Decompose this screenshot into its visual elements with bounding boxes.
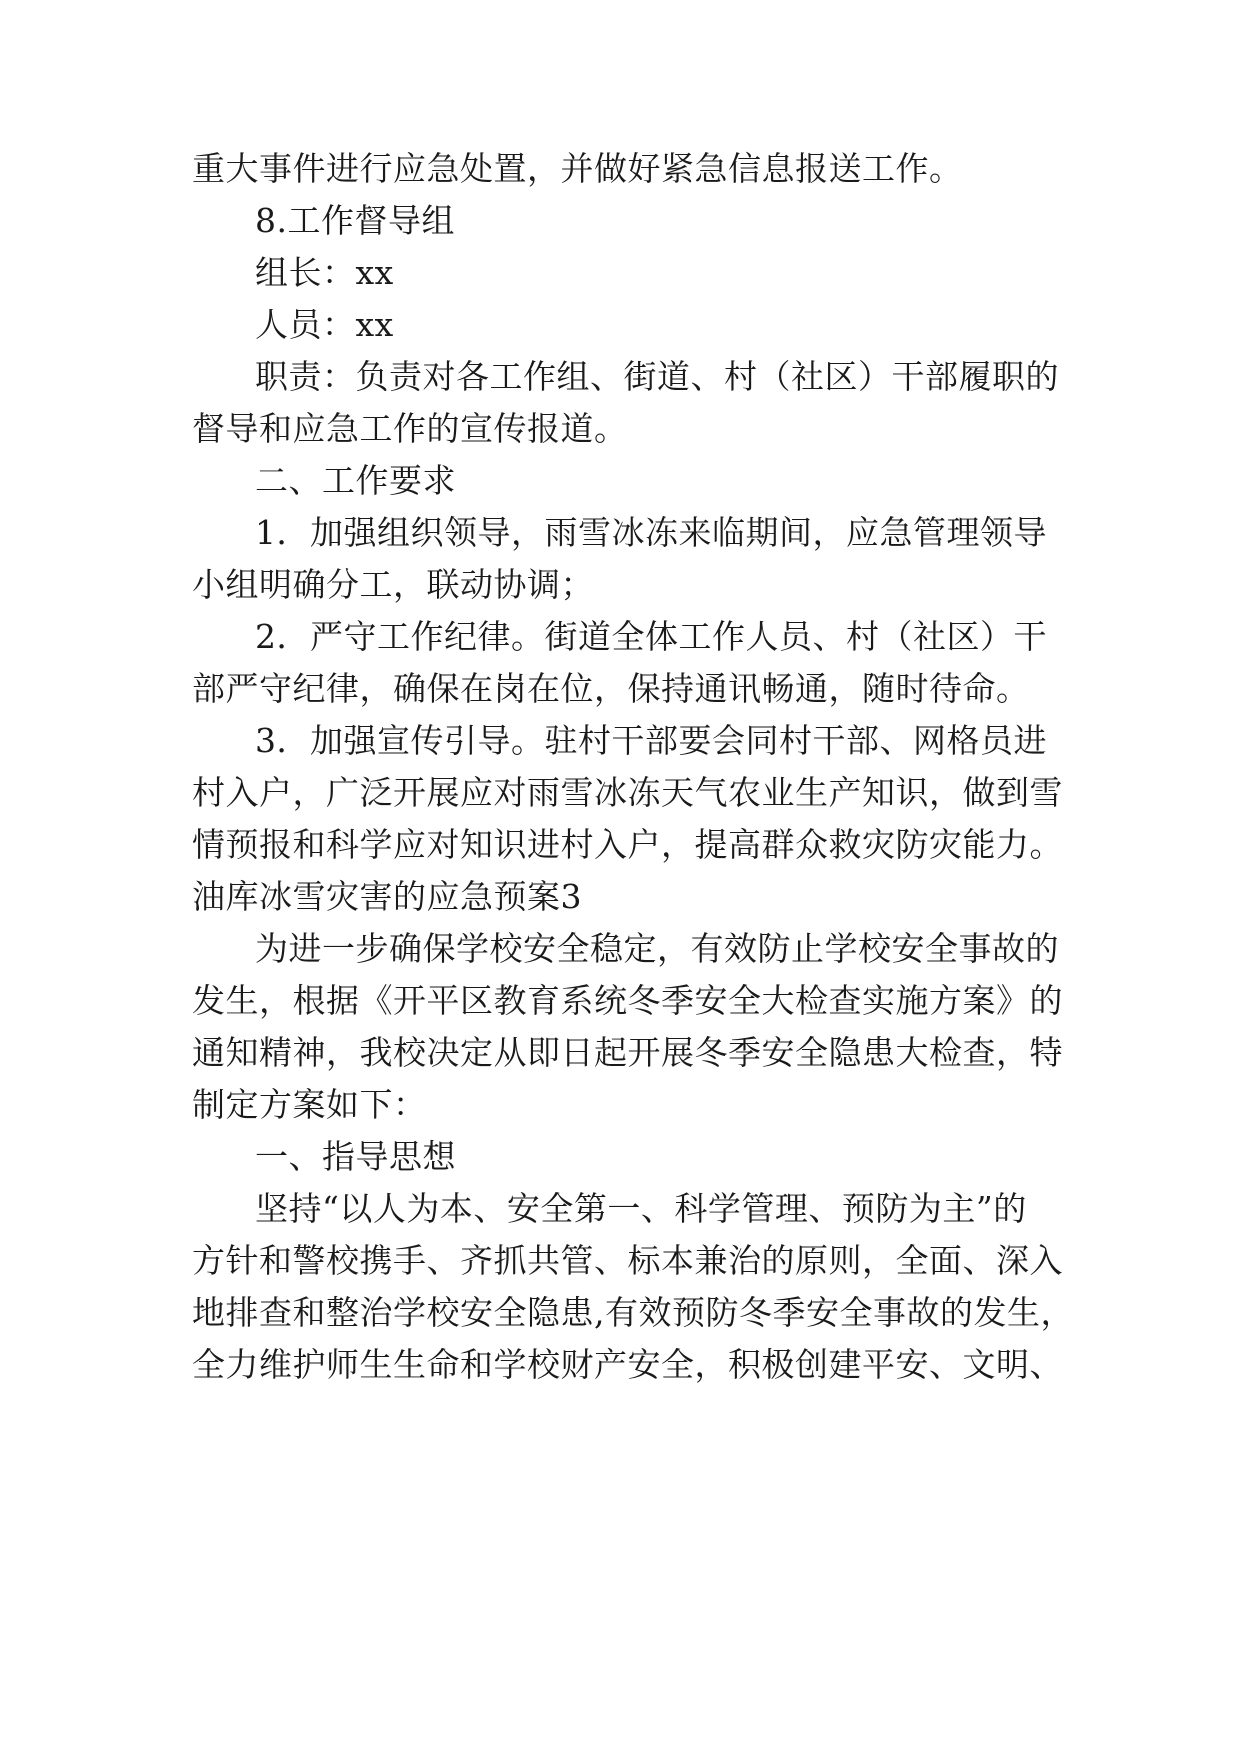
text-line: 情预报和科学应对知识进村入户，提高群众救灾防灾能力。 <box>192 825 1063 864</box>
text-line: 通知精神，我校决定从即日起开展冬季安全隐患大检查，特 <box>192 1033 1063 1072</box>
text-line: 重大事件进行应急处置，并做好紧急信息报送工作。 <box>192 149 963 188</box>
text-line: 部严守纪律，确保在岗在位，保持通讯畅通，随时待命。 <box>192 669 1030 708</box>
heading-supervision-group: 8.工作督导组 <box>255 201 455 240</box>
text-line: 1．加强组织领导，雨雪冰冻来临期间，应急管理领导 <box>255 513 1047 552</box>
text-line: 方针和警校携手、齐抓共管、标本兼治的原则，全面、深入 <box>192 1241 1063 1280</box>
heading-work-requirements: 二、工作要求 <box>255 461 456 500</box>
text-line: 3．加强宣传引导。驻村干部要会同村干部、网格员进 <box>255 721 1047 760</box>
text-line: 坚持“以人为本、安全第一、科学管理、预防为主”的 <box>255 1189 1027 1228</box>
text-line: 为进一步确保学校安全稳定，有效防止学校安全事故的 <box>255 929 1059 968</box>
text-line: 地排查和整治学校安全隐患,有效预防冬季安全事故的发生， <box>192 1293 1074 1332</box>
text-line-leader: 组长：xx <box>255 253 394 292</box>
text-line: 2．严守工作纪律。街道全体工作人员、村（社区）干 <box>255 617 1047 656</box>
text-line: 全力维护师生生命和学校财产安全，积极创建平安、文明、 <box>192 1345 1063 1384</box>
text-line-duties: 职责：负责对各工作组、街道、村（社区）干部履职的 <box>255 357 1059 396</box>
text-line-members: 人员：xx <box>255 305 394 344</box>
text-line: 发生，根据《开平区教育系统冬季安全大检查实施方案》的 <box>192 981 1063 1020</box>
text-line: 小组明确分工，联动协调； <box>192 565 594 604</box>
text-line: 制定方案如下： <box>192 1085 427 1124</box>
text-line: 村入户，广泛开展应对雨雪冰冻天气农业生产知识，做到雪 <box>192 773 1063 812</box>
section-title: 油库冰雪灾害的应急预案3 <box>192 877 582 916</box>
heading-guiding-ideology: 一、指导思想 <box>255 1137 456 1176</box>
text-line: 督导和应急工作的宣传报道。 <box>192 409 628 448</box>
